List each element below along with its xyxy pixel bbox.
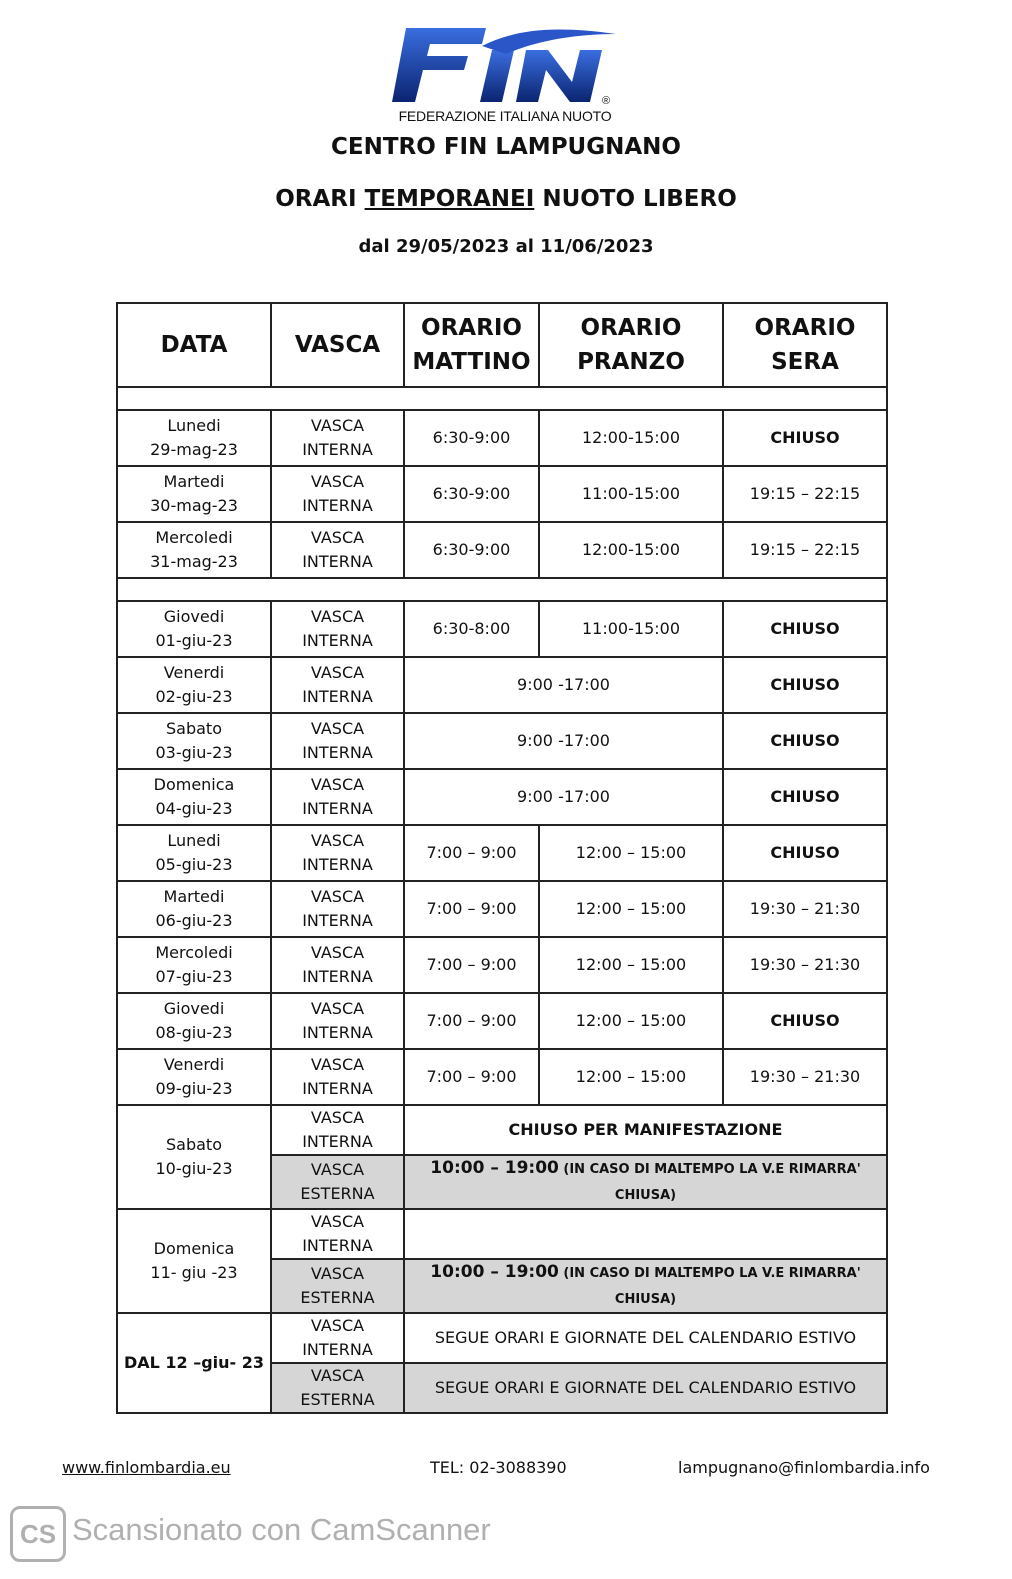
table-row [117,657,887,713]
vasca-cell: VASCA INTERNA [271,825,404,881]
camscanner-icon: CS [10,1506,66,1562]
date-cell: Sabato 10-giu-23 [117,1105,271,1209]
date-cell: Domenica 11- giu -23 [117,1209,271,1313]
mattino-pranzo-cell: 9:00 -17:00 [404,657,723,713]
mattino-pranzo-cell: 9:00 -17:00 [404,769,723,825]
esterna-schedule-cell [404,1259,887,1313]
header-pranzo: ORARIO PRANZO [539,303,723,387]
interna-schedule-cell: CHIUSO PER MANIFESTAZIONE [404,1105,887,1155]
sera-cell: CHIUSO [723,769,887,825]
pranzo-cell: 11:00-15:00 [539,601,723,657]
date-cell: Lunedi 05-giu-23 [117,825,271,881]
page-title: CENTRO FIN LAMPUGNANO [331,134,681,160]
table-row [117,522,887,578]
website-link[interactable]: www.finlombardia.eu [62,1458,231,1477]
federation-name: FEDERAZIONE ITALIANA NUOTO [398,108,612,124]
table-row [117,881,887,937]
sera-cell: CHIUSO [723,410,887,466]
vasca-cell: VASCA INTERNA [271,769,404,825]
pranzo-cell: 12:00 – 15:00 [539,937,723,993]
spacer-row [117,387,887,410]
sera-cell: 19:15 – 22:15 [723,522,887,578]
pranzo-cell: 11:00-15:00 [539,466,723,522]
esterna-time: 10:00 – 19:00 [430,1262,559,1282]
table-row [117,1209,887,1259]
subtitle-underlined: TEMPORANEI [364,186,535,212]
header-mattino: ORARIO MATTINO [404,303,539,387]
date-cell: Martedi 30-mag-23 [117,466,271,522]
vasca-cell: VASCA INTERNA [271,1105,404,1155]
pranzo-cell: 12:00-15:00 [539,410,723,466]
header-vasca: VASCA [271,303,404,387]
vasca-cell: VASCA INTERNA [271,466,404,522]
page-subtitle [0,186,1012,212]
sera-cell: 19:30 – 21:30 [723,937,887,993]
date-cell: Mercoledi 31-mag-23 [117,522,271,578]
vasca-cell: VASCA ESTERNA [271,1155,404,1209]
vasca-cell: VASCA INTERNA [271,601,404,657]
esterna-note: (IN CASO DI MALTEMPO LA V.E RIMARRA' CHIUSA) [558,1162,861,1203]
vasca-cell: VASCA INTERNA [271,713,404,769]
sera-cell: CHIUSO [723,601,887,657]
table-row [117,1105,887,1155]
date-cell: Mercoledi 07-giu-23 [117,937,271,993]
table-row [117,713,887,769]
interna-schedule-cell [404,1209,887,1259]
email: lampugnano@finlombardia.info [678,1458,930,1477]
mattino-cell: 7:00 – 9:00 [404,881,539,937]
camscanner-text: Scansionato con CamScanner [72,1512,491,1547]
period: dal 29/05/2023 al 11/06/2023 [358,236,654,257]
pranzo-cell: 12:00 – 15:00 [539,825,723,881]
fin-logo-mark [388,24,622,114]
vasca-cell: VASCA ESTERNA [271,1363,404,1413]
mattino-pranzo-cell: 9:00 -17:00 [404,713,723,769]
sera-cell: CHIUSO [723,825,887,881]
pranzo-cell: 12:00 – 15:00 [539,881,723,937]
mattino-cell: 6:30-9:00 [404,522,539,578]
date-cell: DAL 12 –giu- 23 [117,1313,271,1413]
esterna-schedule-cell [404,1363,887,1413]
date-cell: Venerdi 02-giu-23 [117,657,271,713]
esterna-text: SEGUE ORARI E GIORNATE DEL CALENDARIO ESTIVO [434,1378,857,1397]
pranzo-cell: 12:00-15:00 [539,522,723,578]
schedule-table [116,302,888,1414]
table-row [117,601,887,657]
spacer-row [117,578,887,601]
table-row [117,825,887,881]
sera-cell: 19:15 – 22:15 [723,466,887,522]
table-row [117,937,887,993]
table-row [117,993,887,1049]
pranzo-cell: 12:00 – 15:00 [539,993,723,1049]
table-row [117,769,887,825]
mattino-cell: 7:00 – 9:00 [404,825,539,881]
mattino-cell: 6:30-9:00 [404,466,539,522]
mattino-cell: 6:30-9:00 [404,410,539,466]
vasca-cell: VASCA INTERNA [271,657,404,713]
date-cell: Domenica 04-giu-23 [117,769,271,825]
mattino-cell: 7:00 – 9:00 [404,937,539,993]
fin-logo [388,24,622,136]
esterna-note: (IN CASO DI MALTEMPO LA V.E RIMARRA' CHIUSA) [558,1266,861,1307]
date-cell: Giovedi 01-giu-23 [117,601,271,657]
vasca-cell: VASCA INTERNA [271,410,404,466]
vasca-cell: VASCA INTERNA [271,522,404,578]
table-row [117,1049,887,1105]
date-cell: Lunedi 29-mag-23 [117,410,271,466]
subtitle-after: NUOTO LIBERO [534,186,737,212]
mattino-cell: 7:00 – 9:00 [404,993,539,1049]
table-row [117,466,887,522]
vasca-cell: VASCA ESTERNA [271,1259,404,1313]
sera-cell: CHIUSO [723,713,887,769]
date-cell: Venerdi 09-giu-23 [117,1049,271,1105]
vasca-cell: VASCA INTERNA [271,937,404,993]
esterna-time: 10:00 – 19:00 [430,1158,559,1178]
sera-cell: CHIUSO [723,657,887,713]
mattino-cell: 6:30-8:00 [404,601,539,657]
table-row [117,1313,887,1363]
esterna-schedule-cell [404,1155,887,1209]
header-data: DATA [117,303,271,387]
sera-cell: 19:30 – 21:30 [723,881,887,937]
sera-cell: CHIUSO [723,993,887,1049]
vasca-cell: VASCA INTERNA [271,1049,404,1105]
table-row [117,410,887,466]
date-cell: Sabato 03-giu-23 [117,713,271,769]
interna-schedule-cell: SEGUE ORARI E GIORNATE DEL CALENDARIO ESTIVO [404,1313,887,1363]
vasca-cell: VASCA INTERNA [271,993,404,1049]
mattino-cell: 7:00 – 9:00 [404,1049,539,1105]
vasca-cell: VASCA INTERNA [271,1313,404,1363]
subtitle-before: ORARI [275,186,365,212]
pranzo-cell: 12:00 – 15:00 [539,1049,723,1105]
sera-cell: 19:30 – 21:30 [723,1049,887,1105]
date-cell: Giovedi 08-giu-23 [117,993,271,1049]
header-row [117,303,887,387]
vasca-cell: VASCA INTERNA [271,1209,404,1259]
date-cell: Martedi 06-giu-23 [117,881,271,937]
vasca-cell: VASCA INTERNA [271,881,404,937]
registered-mark: ® [602,95,611,107]
phone: TEL: 02-3088390 [430,1458,567,1477]
header-sera: ORARIO SERA [723,303,887,387]
